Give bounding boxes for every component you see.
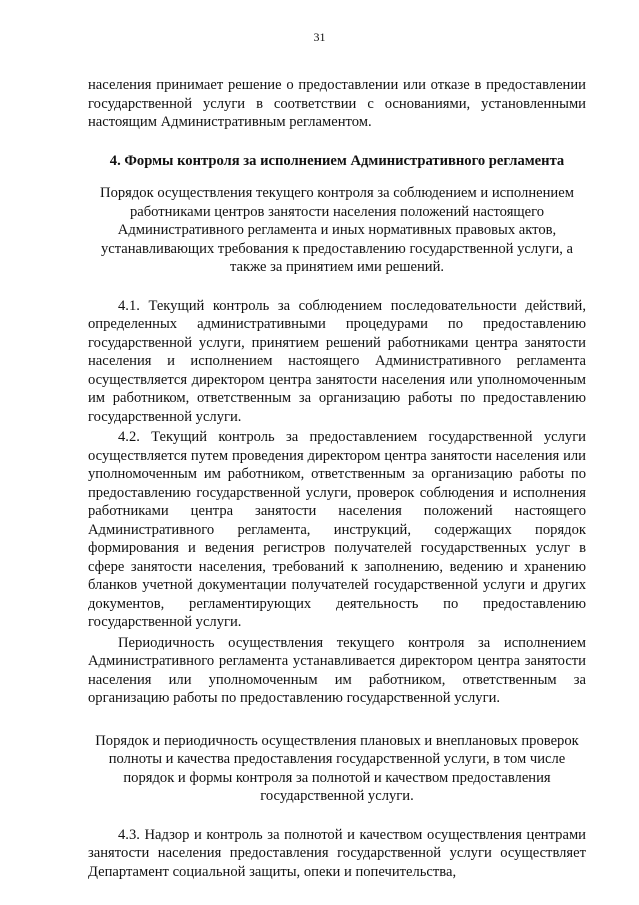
page-number: 31 xyxy=(313,30,326,44)
paragraph-4-3: 4.3. Надзор и контроль за полнотой и качеством осуществления центрами занятости населения предоставления государственной услуги осуществляет Департамент социальной защиты, опеки и попечительства, xyxy=(88,826,586,880)
document-body xyxy=(88,76,586,881)
paragraph-periodicity: Периодичность осуществления текущего контроля за исполнением Административного регламента устанавливается директором центра занятости населения или уполномоченным им работником, ответственным за организацию работы по предоставлению государственной услуги. xyxy=(88,634,586,706)
section-heading: 4. Формы контроля за исполнением Административного регламента xyxy=(109,152,565,169)
paragraph-continuation: населения принимает решение о предоставлении или отказе в предоставлении государственной услуги в соответствии с основаниями, установленными настоящим Административным регламентом. xyxy=(88,77,586,130)
paragraph-4-2: 4.2. Текущий контроль за предоставлением государственной услуги осуществляется путем проведения директором центра занятости населения или уполномоченным им работником, ответственным за организацию работы по предоставлению государственной услуги, проверок соблюдения и исполнения работниками центра занятости населения положений настоящего Административного регламента, инструкций, содержащих порядок формирования и ведения регистров получателей государственных услуг в сфере занятости населения, требований к заполнению, ведению и хранению бланков учетной документации получателей государственной услуги и других документов, регламентирующих деятельность по предоставлению государственной услуги. xyxy=(88,429,586,630)
subsection-title-current-control: Порядок осуществления текущего контроля за соблюдением и исполнением работниками центров занятости населения положений настоящего Административного регламента и иных нормативных правовых актов, устанавливающих требования к предоставлению государственной услуги, а также за принятием ими решений. xyxy=(100,185,574,275)
paragraph-4-1: 4.1. Текущий контроль за соблюдением последовательности действий, определенных административными процедурами по предоставлению государственной услуги, принятием решений работниками центра занятости населения и исполнением настоящего Административного регламента осуществляется директором центра занятости населения или уполномоченным им работником, ответственным за организацию работы по предоставлению государственной услуги. xyxy=(88,297,586,425)
subsection-title-inspections: Порядок и периодичность осуществления плановых и внеплановых проверок полноты и качества предоставления государственной услуги, в том числе порядок и формы контроля за полнотой и качеством предоставления государственной услуги. xyxy=(95,732,579,804)
